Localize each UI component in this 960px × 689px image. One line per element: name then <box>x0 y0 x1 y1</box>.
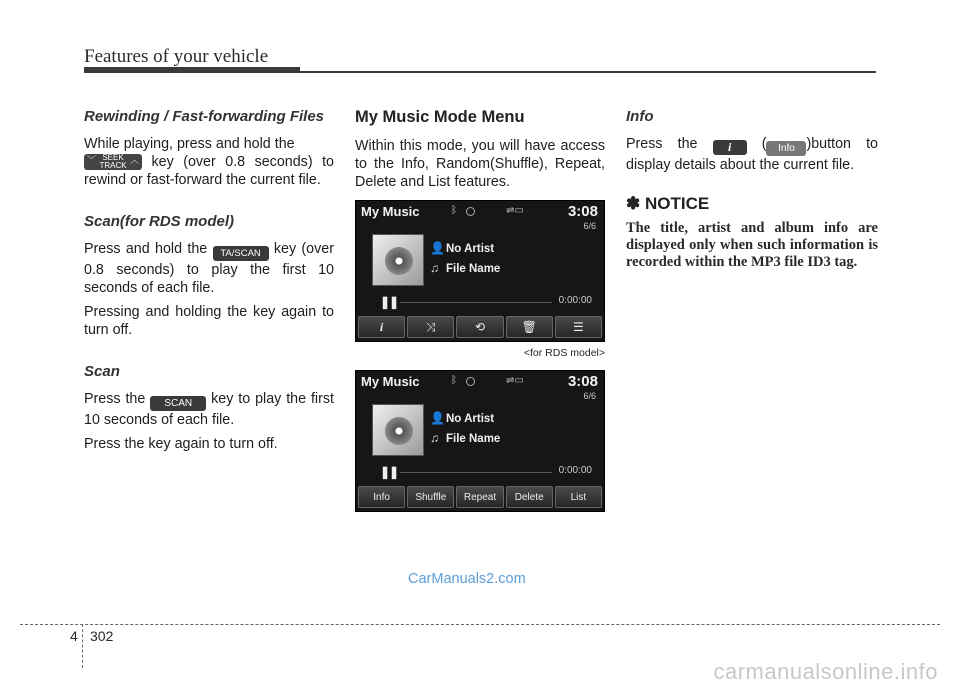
album-art <box>372 404 424 456</box>
scan-rds-text-b: key (over 0.8 seconds) to play the first 10 seconds of each file. <box>84 241 334 296</box>
info-text-a: Press the <box>626 136 713 152</box>
scan-rds-off-text: Pressing and holding the key again to turn off. <box>84 304 334 338</box>
scan-rds-text <box>84 240 334 297</box>
elapsed-time: 0:00:00 <box>558 465 592 476</box>
progress-track <box>400 302 552 303</box>
seek-track-key <box>84 154 142 170</box>
info-soft-key: Info <box>766 141 806 156</box>
ta-scan-key: TA/SCAN <box>213 246 269 261</box>
screen-clock: 3:08 <box>567 203 598 220</box>
header-rule-thick <box>84 67 300 73</box>
music-note-icon: ♫ <box>430 261 439 275</box>
info-text <box>626 135 878 174</box>
scan-heading: Scan <box>84 363 120 380</box>
chapter-number: 4 <box>70 628 78 644</box>
left-column <box>84 108 334 459</box>
chevron-up-icon: ︿ <box>129 155 139 165</box>
header-rule-thin <box>300 71 876 73</box>
info-icon: i <box>379 319 384 334</box>
status-circle-icon <box>466 377 475 386</box>
footer-divider <box>82 624 83 668</box>
disc-icon <box>385 417 413 445</box>
screen-title: My Music <box>361 374 420 389</box>
info-text-b: )button to display details about the current file. <box>626 136 878 173</box>
disc-icon <box>385 247 413 275</box>
delete-button[interactable]: Delete <box>506 486 553 508</box>
page-number: 302 <box>90 628 114 644</box>
my-music-menu-heading: My Music Mode Menu <box>355 108 525 126</box>
scan-text <box>84 390 334 429</box>
repeat-icon-button[interactable] <box>456 316 503 338</box>
artist-icon: 👤 <box>430 411 445 425</box>
text-button-row <box>358 486 602 508</box>
right-column <box>626 108 878 271</box>
screen-status-bar <box>356 201 604 225</box>
my-music-screen <box>355 370 605 512</box>
repeat-button[interactable]: Repeat <box>456 486 503 508</box>
info-key: i <box>713 140 747 155</box>
elapsed-time: 0:00:00 <box>558 295 592 306</box>
track-key-label: TRACK <box>99 161 127 170</box>
rewind-ff-text <box>84 135 334 189</box>
notice-text: The title, artist and album info are displayed only when such information is recorded within the MP3 file ID3 tag. <box>626 220 878 270</box>
footer-rule <box>20 624 940 625</box>
my-music-screen-rds <box>355 200 605 342</box>
screen-status-bar <box>356 371 604 395</box>
shuffle-icon-button[interactable] <box>407 316 454 338</box>
page-header-title: Features of your vehicle <box>84 46 269 67</box>
usb-icon: ⇌▭ <box>506 205 524 216</box>
scan-key: SCAN <box>150 396 206 411</box>
list-icon-button[interactable] <box>555 316 602 338</box>
info-heading: Info <box>626 108 654 125</box>
pause-icon: ❚❚ <box>380 465 399 479</box>
album-art <box>372 234 424 286</box>
delete-icon: 🗑 <box>521 320 537 334</box>
bluetooth-icon: ᛒ <box>451 375 457 386</box>
usb-icon: ⇌▭ <box>506 375 524 386</box>
info-button[interactable]: Info <box>358 486 405 508</box>
scan-rds-heading: Scan(for RDS model) <box>84 213 235 230</box>
shuffle-button[interactable]: Shuffle <box>407 486 454 508</box>
artist-name: No Artist <box>446 413 495 425</box>
file-name: File Name <box>446 433 501 445</box>
rewind-ff-text-b: key (over 0.8 seconds) to rewind or fast-forward the current file. <box>84 154 334 188</box>
scan-rds-text-a: Press and hold the <box>84 241 213 257</box>
watermark-link[interactable]: CarManuals2.com <box>408 571 526 587</box>
progress-track <box>400 472 552 473</box>
rewind-ff-heading: Rewinding / Fast-forwarding Files <box>84 108 325 125</box>
seek-key-label: SEEK <box>102 153 124 162</box>
list-icon: ☰ <box>573 320 584 334</box>
chevron-down-icon: ﹀ <box>87 155 97 165</box>
repeat-icon: ⟲ <box>474 320 486 334</box>
music-note-icon: ♫ <box>430 431 439 445</box>
scan-text-a: Press the <box>84 391 151 407</box>
track-counter: 6/6 <box>583 391 596 401</box>
screen-clock: 3:08 <box>567 373 598 390</box>
delete-icon-button[interactable] <box>506 316 553 338</box>
middle-column <box>355 108 605 197</box>
screen-title: My Music <box>361 204 420 219</box>
scan-text-b: key to play the first 10 seconds of each file. <box>84 391 334 428</box>
notice-heading: ✽ NOTICE <box>626 194 710 213</box>
list-button[interactable]: List <box>555 486 602 508</box>
pause-icon: ❚❚ <box>380 295 399 309</box>
track-counter: 6/6 <box>583 221 596 231</box>
rewind-ff-text-a: While playing, press and hold the <box>84 136 295 152</box>
info-icon-button[interactable] <box>358 316 405 338</box>
artist-name: No Artist <box>446 243 495 255</box>
file-name: File Name <box>446 263 501 275</box>
shuffle-icon: ⤨ <box>426 319 436 334</box>
icon-button-row <box>358 316 602 338</box>
artist-icon: 👤 <box>430 241 445 255</box>
my-music-menu-text: Within this mode, you will have access to the Info, Random(Shuffle), Repeat, Delete and List features. <box>355 138 605 190</box>
status-circle-icon <box>466 207 475 216</box>
site-watermark: carmanualsonline.info <box>713 659 938 684</box>
info-text-paren: ( <box>746 136 767 152</box>
bluetooth-icon: ᛒ <box>451 205 457 216</box>
scan-off-text: Press the key again to turn off. <box>84 436 278 452</box>
screen-caption: <for RDS model> <box>523 347 605 359</box>
